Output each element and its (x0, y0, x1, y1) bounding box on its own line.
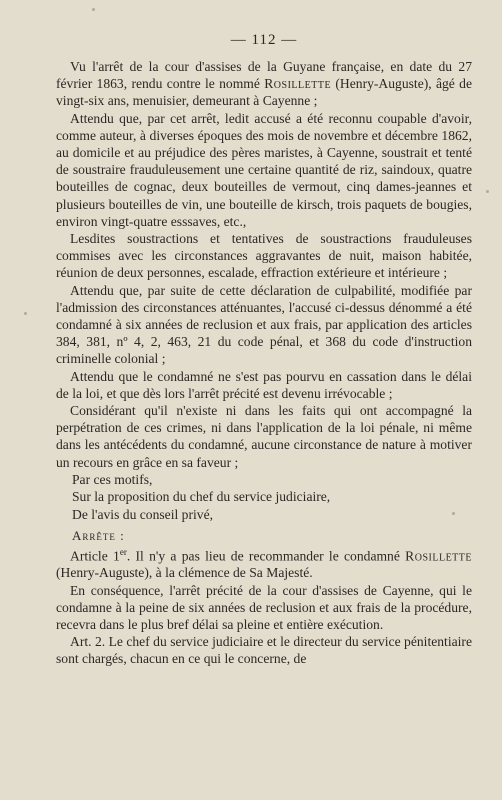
convict-name: Rosillette (264, 76, 332, 92)
motif-line: De l'avis du conseil privé, (72, 507, 213, 523)
paragraph-vu: Vu l'arrêt de la cour d'assises de la Guyane française, en date du 27 février 1863, rendu contre le nommé Rosillette (Henry-Auguste), âgé de vingt-six ans, menuisier, demeurant à Cayenne ; (56, 59, 472, 109)
article-1: Article 1er. Il n'y a pas lieu de recommander le condamné Rosillette (Henry-Auguste), à la clémence de Sa Majesté. (56, 546, 473, 581)
motif-line: Sur la proposition du chef du service judiciaire, (72, 489, 331, 505)
article-2: Art. 2. Le chef du service judiciaire et le directeur du service pénitentiaire sont chargés, chacun en ce qui le concerne, de (56, 634, 472, 667)
paragraph-considerant: Considérant qu'il n'existe ni dans les faits qui ont accompagné la perpétration de ces crimes, ni dans l'application de la loi pénale, ni même dans les antécédents du condamné, aucune circonstance de nature à motiver un recours en grâce en sa faveur ; (56, 403, 472, 470)
page-number: — 112 — (230, 32, 298, 48)
superscript: er (119, 546, 127, 557)
paper-speck (486, 190, 489, 193)
paper-speck (452, 512, 455, 515)
article-consequence: En conséquence, l'arrêt précité de la cour d'assises de Cayenne, qui le condamne à la peine de six années de reclusion et aux frais de la procédure, recevra dans le plus bref délai sa pleine et entière exécution. (56, 582, 472, 632)
convict-name: Rosillette (405, 548, 473, 564)
paragraph-attendu-culpabilite: Attendu que, par suite de cette déclaration de culpabilité, modifiée par l'admission des circonstances atténuantes, l'accusé ci-dessus dénommé a été condamné à six années de reclusion et aux frais, par application des articles 384, 381, nº 4, 2, 463, 21 du code pénal, et 368 du code d'instruction criminelle colonial ; (56, 282, 472, 367)
paper-speck (92, 8, 95, 11)
paragraph-attendu-cassation: Attendu que le condamné ne s'est pas pourvu en cassation dans le délai de la loi, et que dès lors l'arrêt précité est devenu irrévocable ; (56, 368, 472, 401)
paper-speck (24, 312, 27, 315)
motif-line: Par ces motifs, (72, 471, 153, 487)
arrete-heading: Arrête : (72, 527, 125, 543)
paragraph-attendu-arret: Attendu que, par cet arrêt, ledit accusé a été reconnu coupable d'avoir, comme auteur, à diverses époques des mois de novembre et décembre 1862, au domicile et au préjudice des pères maristes, à Cayenne, soustrait et tenté de soustraire frauduleusement une certaine quantité de riz, saindoux, quatre bouteilles de cognac, deux bouteilles de vermout, cinq dames-jeannes et plusieurs bouteilles de vin, une bouteille de kirsch, trois paquets de bougies, environ vingt-quatre esssaves, etc., (56, 110, 472, 229)
paragraph-soustractions: Lesdites soustractions et tentatives de soustractions frauduleuses commises avec les circonstances aggravantes de nuit, maison habitée, réunion de deux personnes, escalade, effraction extérieure et intérieure ; (56, 231, 472, 281)
